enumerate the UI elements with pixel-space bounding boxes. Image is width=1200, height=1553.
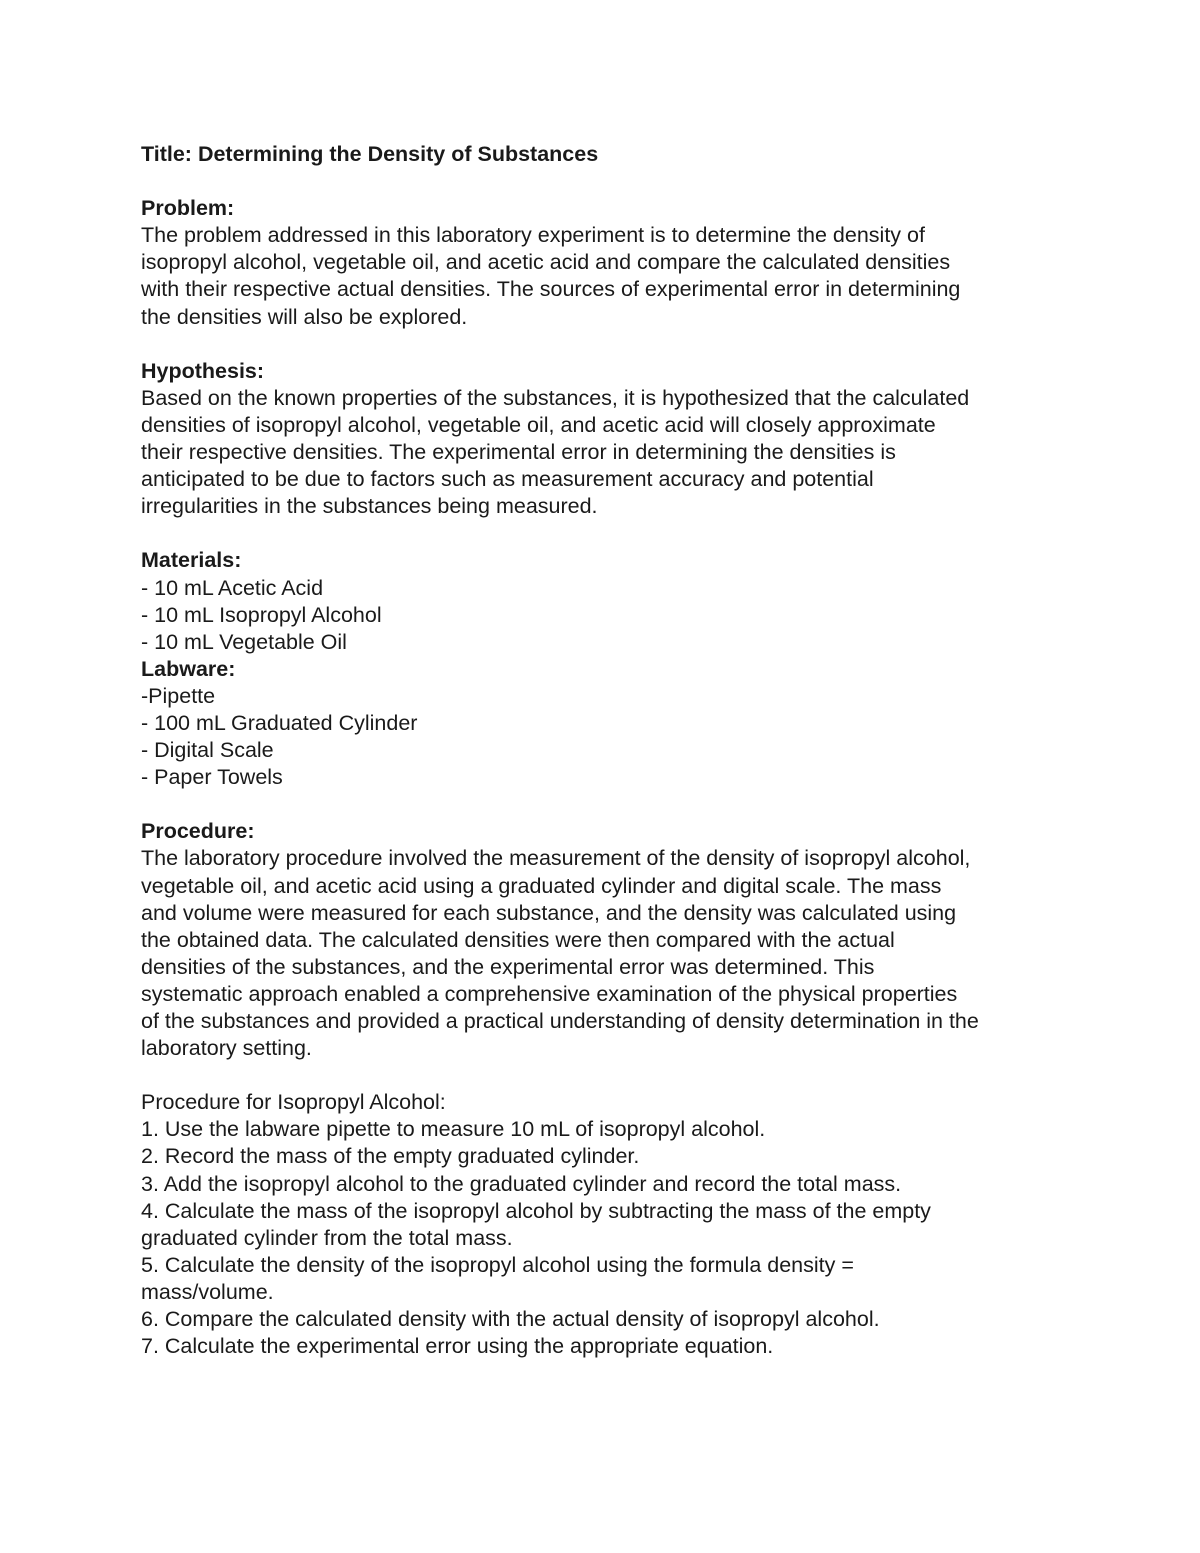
problem-heading: Problem: [141,196,235,221]
hypothesis-heading: Hypothesis: [141,358,265,383]
procedure-line: laboratory setting. [141,1036,312,1061]
procedure-step: mass/volume. [141,1279,274,1304]
procedure-line: of the substances and provided a practical understanding of density determination in the [141,1009,979,1033]
materials-section [141,547,1071,655]
hypothesis-section [141,358,1071,521]
procedure-line: and volume were measured for each substance, and the density was calculated using [141,900,957,925]
spacer [141,1062,1071,1089]
labware-item: - Paper Towels [141,765,283,790]
procedure-step: 4. Calculate the mass of the isopropyl alcohol by subtracting the mass of the empty [141,1198,931,1223]
spacer [141,331,1071,358]
spacer [141,520,1071,547]
document-title: Title: Determining the Density of Substances [141,142,599,166]
hypothesis-line: densities of isopropyl alcohol, vegetable oil, and acetic acid will closely approximate [141,412,936,437]
materials-item: - 10 mL Acetic Acid [141,575,324,600]
labware-section [141,656,1071,791]
document-page [141,141,1071,1360]
procedure-heading: Procedure: [141,819,255,844]
hypothesis-line: Based on the known properties of the substances, it is hypothesized that the calculated [141,385,970,410]
hypothesis-line: irregularities in the substances being measured. [141,494,598,519]
procedure-line: the obtained data. The calculated densities were then compared with the actual [141,927,895,952]
materials-heading: Materials: [141,548,242,573]
labware-item: - Digital Scale [141,738,274,763]
isopropyl-procedure-section [141,1089,1071,1360]
procedure-step: 7. Calculate the experimental error using the appropriate equation. [141,1334,774,1359]
problem-line: The problem addressed in this laboratory experiment is to determine the density of [141,223,925,248]
problem-section [141,195,1071,330]
hypothesis-line: anticipated to be due to factors such as measurement accuracy and potential [141,467,874,492]
procedure-step: 5. Calculate the density of the isopropyl alcohol using the formula density = [141,1252,854,1277]
procedure-line: systematic approach enabled a comprehensive examination of the physical properties [141,981,958,1006]
procedure-step: 2. Record the mass of the empty graduated cylinder. [141,1144,640,1169]
labware-heading: Labware: [141,656,236,681]
procedure-section [141,818,1071,1062]
hypothesis-line: their respective densities. The experimental error in determining the densities is [141,440,896,465]
procedure-step: 6. Compare the calculated density with the actual density of isopropyl alcohol. [141,1307,880,1332]
isopropyl-procedure-heading: Procedure for Isopropyl Alcohol: [141,1090,446,1115]
materials-item: - 10 mL Vegetable Oil [141,629,347,654]
spacer [141,168,1071,195]
problem-line: the densities will also be explored. [141,304,468,329]
procedure-line: densities of the substances, and the experimental error was determined. This [141,954,875,979]
problem-line: isopropyl alcohol, vegetable oil, and acetic acid and compare the calculated densities [141,250,951,275]
procedure-line: vegetable oil, and acetic acid using a graduated cylinder and digital scale. The mass [141,873,942,898]
problem-line: with their respective actual densities. The sources of experimental error in determining [141,277,961,302]
procedure-step: 1. Use the labware pipette to measure 10 mL of isopropyl alcohol. [141,1117,766,1142]
procedure-step: 3. Add the isopropyl alcohol to the graduated cylinder and record the total mass. [141,1171,902,1196]
procedure-step: graduated cylinder from the total mass. [141,1225,513,1250]
procedure-line: The laboratory procedure involved the measurement of the density of isopropyl alcohol, [141,846,971,871]
labware-item: - 100 mL Graduated Cylinder [141,710,418,735]
spacer [141,791,1071,818]
labware-item: -Pipette [141,683,216,708]
materials-item: - 10 mL Isopropyl Alcohol [141,602,382,627]
